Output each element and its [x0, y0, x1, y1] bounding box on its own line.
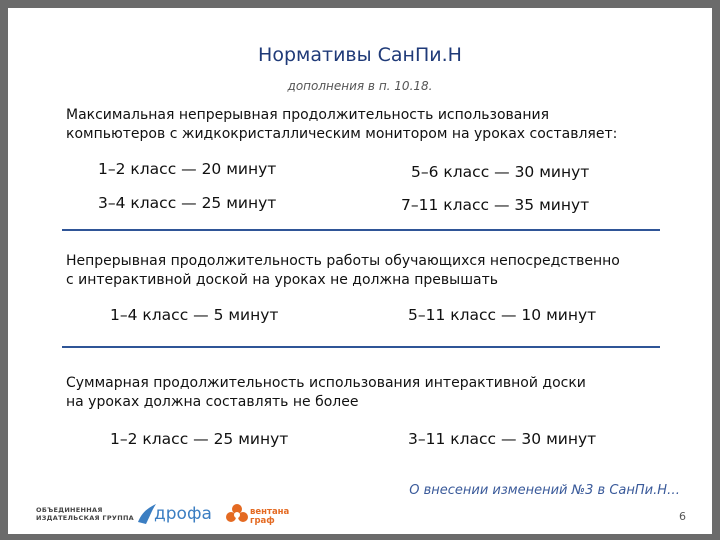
section2-text-line2: с интерактивной доской на уроках не должна превышать	[66, 272, 499, 288]
logo-united-group-line2: ИЗДАТЕЛЬСКАЯ ГРУППА	[36, 514, 135, 522]
divider	[62, 229, 660, 231]
section3-item: 1–2 класс — 25 минут	[110, 430, 289, 448]
divider	[62, 346, 660, 348]
logo-drofa: дрофа	[154, 504, 212, 524]
section1-text-line2: компьютеров с жидкокристаллическим монитором на уроках составляет:	[66, 126, 618, 142]
section1-text	[66, 106, 666, 144]
page-number: 6	[679, 510, 686, 523]
ventana-flower-icon	[226, 502, 248, 526]
logo-ventana-line2: граф	[250, 516, 275, 526]
section1-item: 7–11 класс — 35 минут	[401, 196, 590, 214]
section1-item: 1–2 класс — 20 минут	[98, 160, 277, 178]
logo-ventana-line1: вентана	[250, 507, 290, 517]
slide	[8, 8, 712, 534]
section3-text	[66, 374, 666, 412]
section1-item: 5–6 класс — 30 минут	[411, 163, 590, 181]
section2-text-line1: Непрерывная продолжительность работы обучающихся непосредственно	[66, 253, 620, 269]
section1-text-line1: Максимальная непрерывная продолжительность использования	[66, 107, 550, 123]
section3-text-line1: Суммарная продолжительность использования интерактивной доски	[66, 375, 586, 391]
logo-united-group	[36, 506, 134, 522]
section3-text-line2: на уроках должна составлять не более	[66, 394, 359, 410]
slide-subtitle: дополнения в п. 10.18.	[287, 79, 433, 93]
logo-ventana	[250, 508, 289, 526]
logo-united-group-line1: ОБЪЕДИНЕННАЯ	[36, 506, 103, 514]
section2-item: 5–11 класс — 10 минут	[408, 306, 597, 324]
section1-item: 3–4 класс — 25 минут	[98, 194, 277, 212]
section3-item: 3–11 класс — 30 минут	[408, 430, 597, 448]
slide-title: Нормативы СанПи.Н	[258, 44, 462, 66]
section2-text	[66, 252, 666, 290]
amendment-link[interactable]: О внесении изменений №3 в СанПи.Н…	[409, 483, 680, 498]
section2-item: 1–4 класс — 5 минут	[110, 306, 279, 324]
